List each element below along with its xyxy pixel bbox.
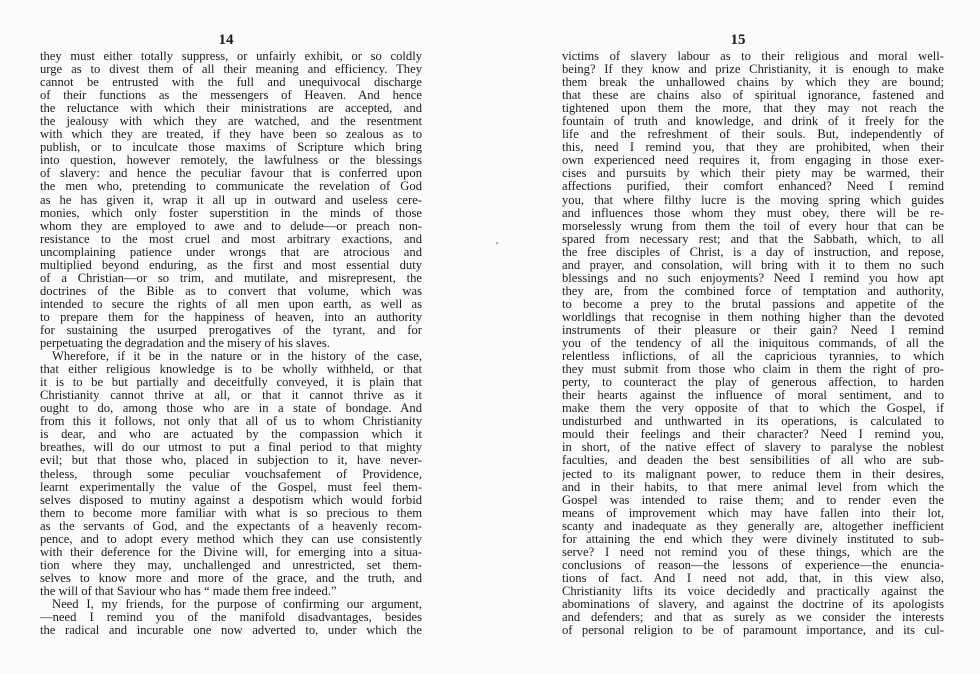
text-line: to become a prey to the brutal passions and appetite of the	[562, 297, 944, 311]
text-line: own experienced need requires it, from engaging in those exer-	[562, 154, 944, 168]
text-line: you, that where filthy lucre is the moving spring which guides	[562, 193, 944, 207]
text-line: breathes, will do our utmost to put a final period to that mighty	[40, 441, 422, 455]
text-line: blessings and no such enjoyments? Need I remind you how apt	[562, 271, 944, 285]
text-line: jected to its malignant power, to reduce them in their desires,	[562, 467, 944, 481]
text-line: their hearts against the influence of moral sentiment, and to	[562, 389, 944, 403]
text-line: the radical and incurable one now adverted to, under which the	[40, 624, 422, 638]
text-line: relentless inflictions, of all the capricious tyrannies, to which	[562, 350, 944, 364]
text-line: they must either totally suppress, or unfairly exhibit, or so coldly	[40, 50, 422, 63]
text-line: the will of that Saviour who has “ made them free indeed.”	[40, 584, 337, 598]
text-line: they must submit from those who claim in them the right of pro-	[562, 363, 944, 377]
text-line: Gospel was intended to raise them; and to render even the	[562, 493, 944, 507]
text-line: cannot be entrusted with the full and unequivocal discharge	[40, 76, 422, 90]
text-line: it is to be but partially and deceitfully conveyed, it is plain that	[40, 376, 422, 390]
text-line: is dear, and who are actuated by the compassion which it	[40, 428, 422, 442]
text-line: you of the tendency of all the iniquitous commands, of all the	[562, 337, 944, 351]
text-line: cises and pursuits by which their piety may be warmed, their	[562, 167, 944, 181]
text-line: whom they are employed to awe and to delude—or preach non-	[40, 219, 422, 233]
text-line: and prayer, and consolation, will bring with it to them no such	[562, 258, 944, 272]
text-line: that either religious knowledge is to be wholly withheld, or that	[40, 363, 422, 377]
text-line: to prepare them for the happiness of heaven, into an authority	[40, 310, 422, 324]
text-line: selves to know more and more of the grace, and the truth, and	[40, 571, 422, 585]
page-number: 14	[218, 32, 234, 48]
text-line: with which they are treated, if they have been so zealous as to	[40, 128, 422, 142]
text-line: life and the refreshment of their souls. But, independently of	[562, 128, 944, 142]
page-body	[562, 50, 944, 637]
text-line: the free disciples of Christ, is a day of instruction, and repose,	[562, 245, 944, 259]
text-line: resistance to the most cruel and most arbitrary exactions, and	[40, 232, 422, 246]
text-line: as he has given it, wrap it all up in outward and useless cere-	[40, 193, 422, 207]
text-line: ought to do, among those who are in a state of bondage. And	[40, 402, 422, 416]
text-line: the men who, pretending to communicate the revelation of God	[40, 180, 422, 194]
text-line: publish, or to inculcate those maxims of Scripture which bring	[40, 141, 422, 155]
text-line: evil; but that those who, placed in subjection to it, have never-	[40, 454, 422, 468]
text-line: Christianity lifts its voice decidedly and practically against the	[562, 584, 944, 598]
gutter-mark: ′	[496, 240, 499, 252]
text-line: undisturbed and unthwarted in its operations, is calculated to	[562, 415, 944, 429]
text-line: in short, of the native effect of slavery to paralyse the noblest	[562, 441, 944, 455]
text-line: perty, to counteract the play of generous affection, to harden	[562, 376, 944, 390]
text-line: of their functions as the messengers of Heaven. And hence	[40, 89, 422, 103]
text-line: worldlings that recognise in them nothing higher than the devoted	[562, 310, 944, 324]
text-line: mould their feelings and their character? Need I remind you,	[562, 428, 944, 442]
text-line: abominations of slavery, and against the doctrine of its apologists	[562, 597, 944, 611]
text-line: Christianity cannot thrive at all, or that it cannot thrive as it	[40, 389, 422, 403]
text-line: urge as to divest them of all their meaning and efficiency. They	[40, 63, 422, 77]
text-line: perpetuating the degradation and the misery of his slaves.	[40, 337, 330, 351]
text-line: into question, however remotely, the lawfulness or the blessings	[40, 154, 422, 168]
text-line: as the servants of God, and the expectants of a heavenly recom-	[40, 519, 422, 533]
text-line: and defenders; and that as surely as we consider the interests	[562, 611, 944, 625]
text-line: Wherefore, if it be in the nature or in the history of the case,	[52, 350, 422, 364]
text-line: uncomplaining patience under wrongs that are atrocious and	[40, 245, 422, 259]
text-line: fountain of truth and knowledge, and drink of it freely for the	[562, 115, 944, 129]
text-line: instruments of their pleasure or their gain? Need I remind	[562, 323, 944, 337]
left-page	[40, 0, 422, 674]
text-line: this, need I remind you, that they are prohibited, when their	[562, 141, 944, 155]
text-line: them break the unhallowed chains by which they are bound;	[562, 76, 944, 90]
text-line: doctrines of the Bible as to convert that volume, which was	[40, 284, 422, 298]
text-line: of personal religion to be of paramount importance, and its cul-	[562, 624, 944, 638]
text-line: multiplied beyond enduring, as the first and most essential duty	[40, 258, 422, 272]
text-line: make them the very opposite of that to which the Gospel, if	[562, 402, 944, 416]
page-body	[40, 50, 422, 637]
text-line: learnt experimentally the value of the Gospel, must feel them-	[40, 480, 422, 494]
text-line: conclusions of reason—the lessons of experience—the enuncia-	[562, 558, 944, 572]
text-line: monies, which only foster superstition in the minds of those	[40, 206, 422, 220]
text-line: with their deference for the Divine will, for emerging into a situa-	[40, 545, 422, 559]
text-line: tightened upon them the more, that they may not reach the	[562, 102, 944, 116]
text-line: tions of fact. And I need not add, that, in this view also,	[562, 571, 944, 585]
text-line: and in their habits, to that mere animal level from which the	[562, 480, 944, 494]
text-line: them to become more familiar with what is so precious to them	[40, 506, 422, 520]
text-line: of slavery: and hence the peculiar favour that is conferred upon	[40, 167, 422, 181]
text-line: scanty and inadequate as they generally are, altogether inefficient	[562, 519, 944, 533]
text-line: spared from necessary rest; and that the Sabbath, which, to all	[562, 232, 944, 246]
text-line: the reluctance with which their ministrations are accepted, and	[40, 102, 422, 116]
text-line: pence, and to adopt every method which they can use consistently	[40, 532, 422, 546]
text-line: victims of slavery labour as to their religious and moral well-	[562, 50, 944, 63]
text-line: for attaining the end which they were divinely instituted to sub-	[562, 532, 944, 546]
text-line: affections purified, their comfort enhanced? Need I remind	[562, 180, 944, 194]
text-line: faculties, and deaden the best sensibilities of all who are sub-	[562, 454, 944, 468]
page-number: 15	[730, 32, 746, 48]
text-line: that these are chains also of spiritual ignorance, fastened and	[562, 89, 944, 103]
text-line: Need I, my friends, for the purpose of confirming our argument,	[52, 597, 422, 611]
text-line: and influences those whom they must obey, there will be re-	[562, 206, 944, 220]
text-line: for sustaining the usurped prerogatives of the tyrant, and for	[40, 323, 422, 337]
text-line: they are, from the combined force of temptation and authority,	[562, 284, 944, 298]
text-line: selves disposed to mutiny against a despotism which would forbid	[40, 493, 422, 507]
text-line: from this it follows, not only that all of us to whom Christianity	[40, 415, 422, 429]
text-line: tion where they may, unchallenged and unrestricted, set them-	[40, 558, 422, 572]
text-line: of a Christian—or so trim, and mutilate, and misrepresent, the	[40, 271, 422, 285]
text-line: —need I remind you of the manifold disadvantages, besides	[40, 611, 422, 625]
text-line: being? If they know and prize Christianity, it is enough to make	[562, 63, 944, 77]
text-line: intended to secure the rights of all men upon earth, as well as	[40, 297, 422, 311]
text-line: theless, through some peculiar vouchsafement of Providence,	[40, 467, 422, 481]
text-line: morselessly wrung from them the toil of every hour that can be	[562, 219, 944, 233]
text-line: the jealousy with which they are watched, and the resentment	[40, 115, 422, 129]
right-page	[562, 0, 944, 674]
text-line: serve? I need not remind you of these things, which are the	[562, 545, 944, 559]
text-line: means of improvement which may have fallen into their lot,	[562, 506, 944, 520]
